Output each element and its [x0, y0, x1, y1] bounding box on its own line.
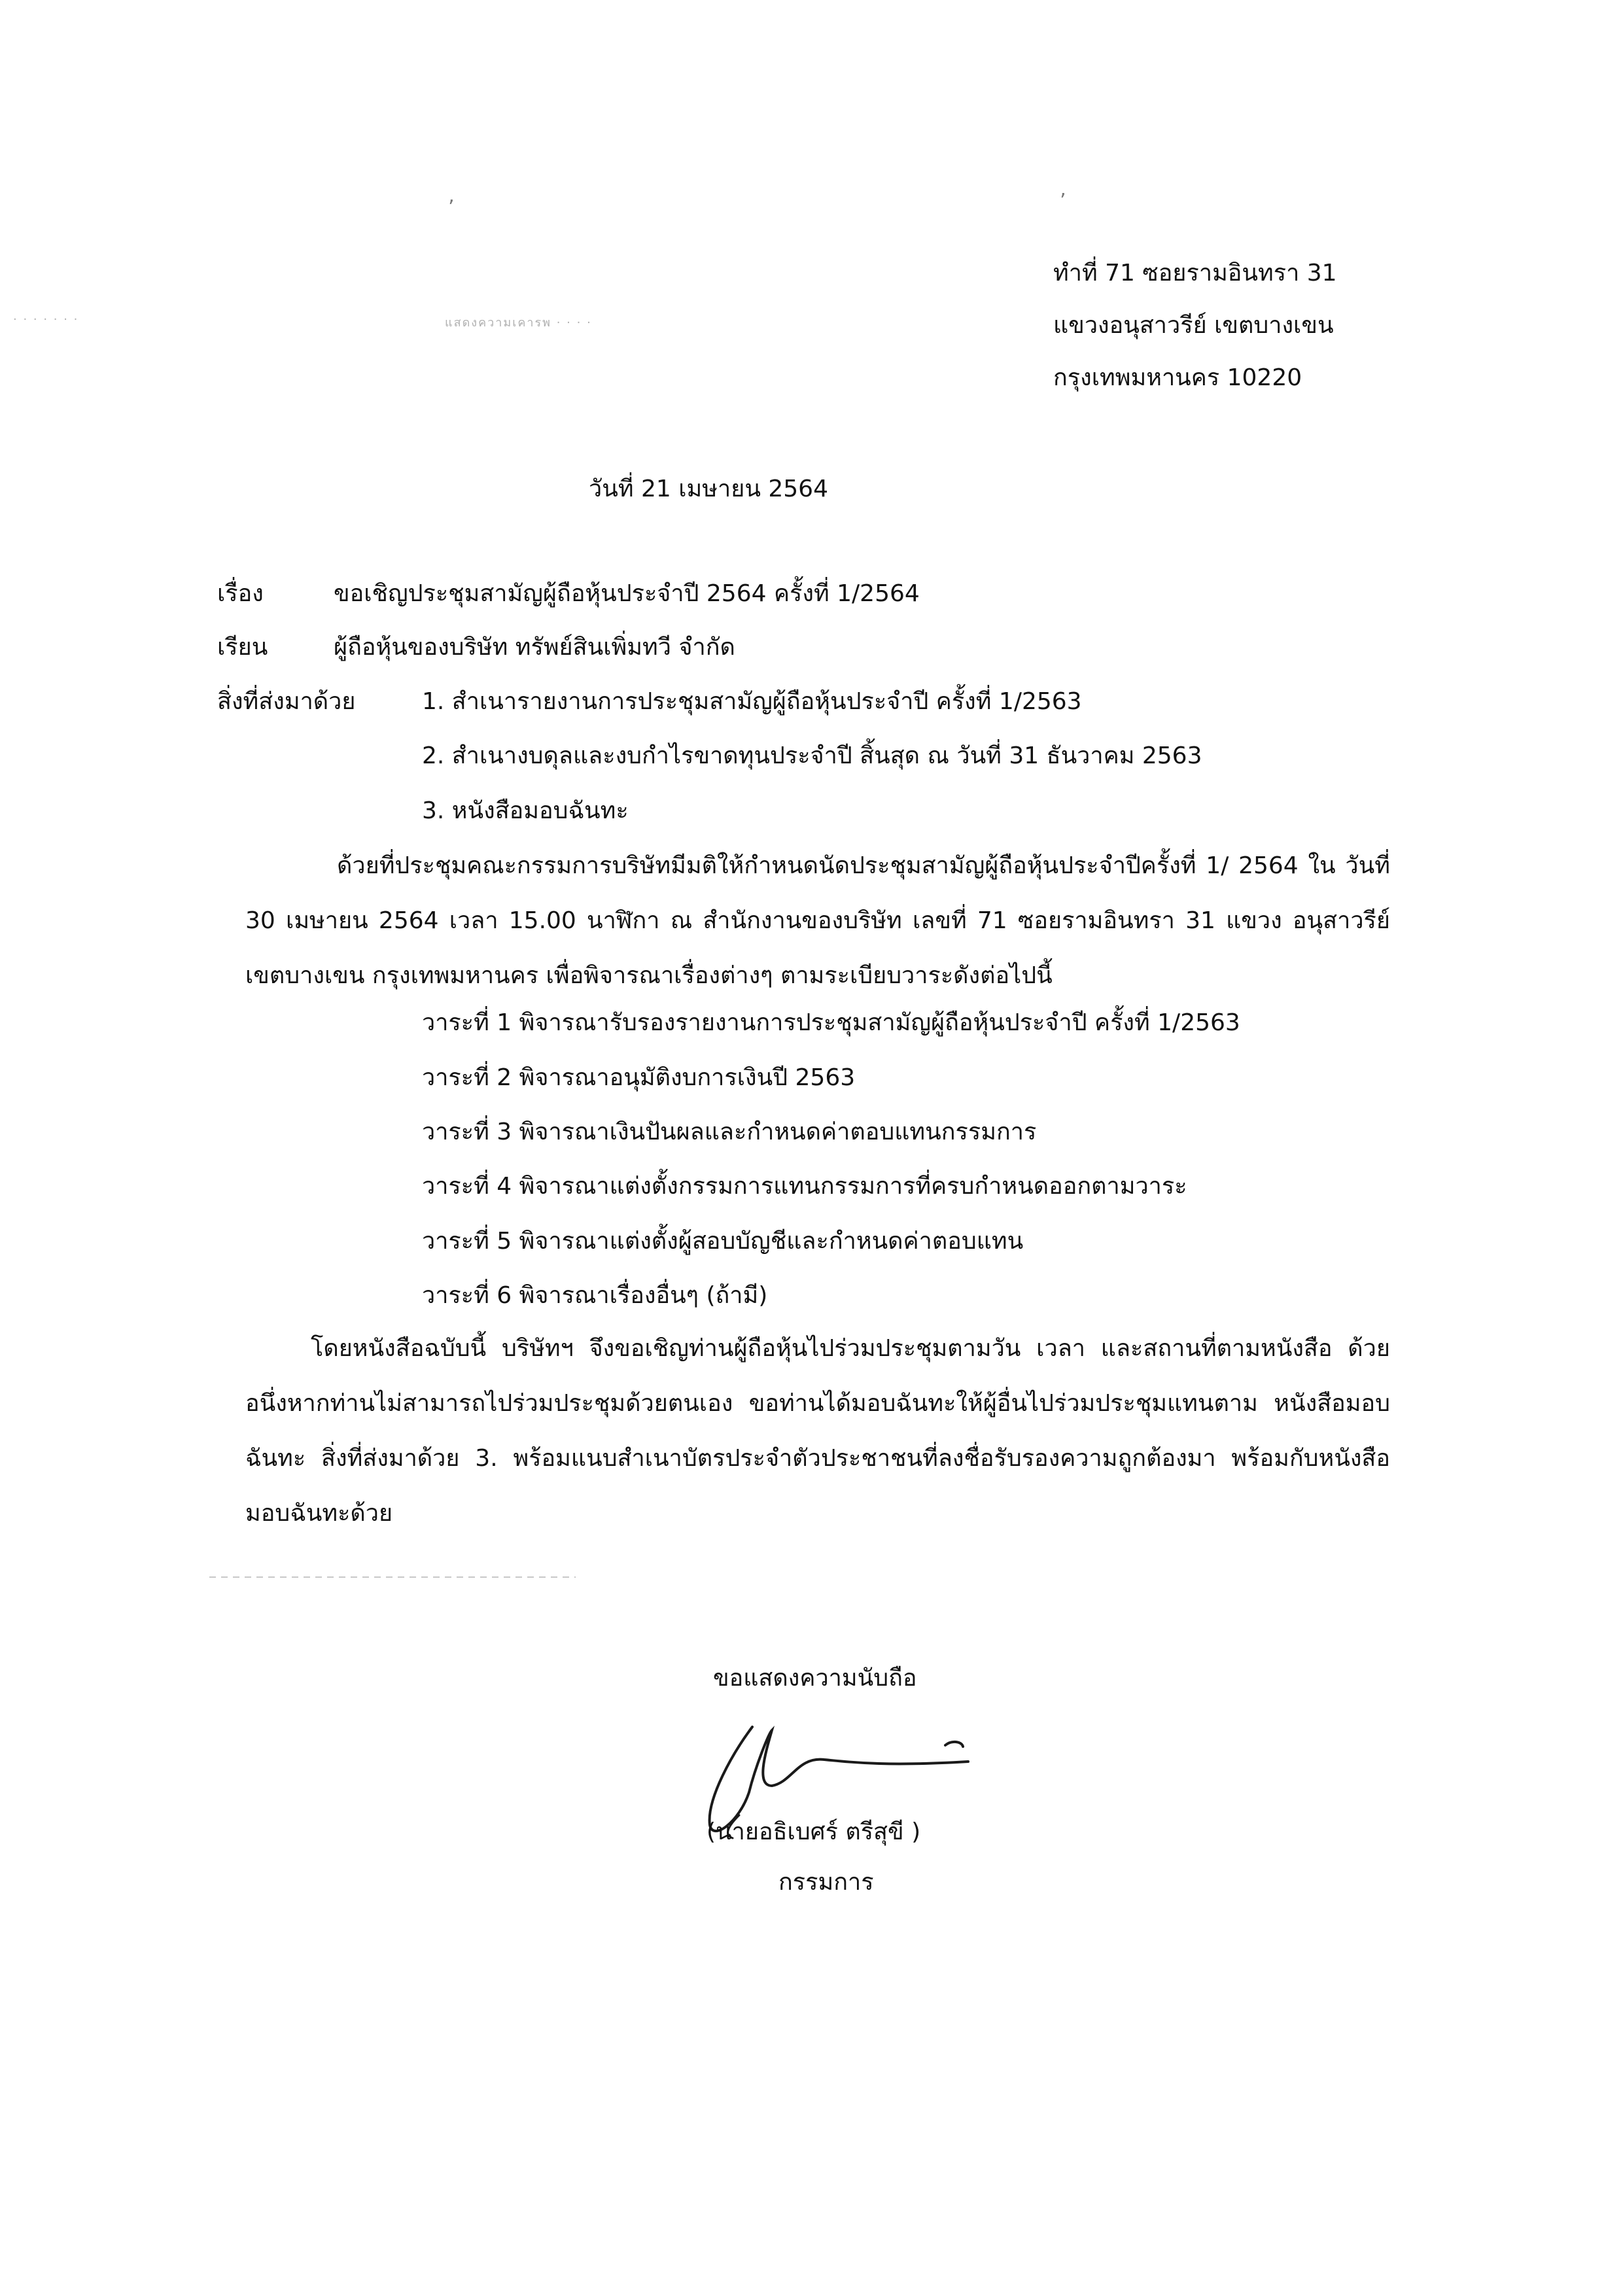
- enclosure-item: 3. หนังสือมอบฉันทะ: [422, 797, 629, 824]
- scan-mark: ʼ: [1060, 190, 1066, 213]
- recipient-text: ผู้ถือหุ้นของบริษัท ทรัพย์สินเพิ่มทวี จำกัด: [334, 634, 735, 661]
- body-paragraph-2: โดยหนังสือฉบับนี้ บริษัทฯ จึงขอเชิญท่านผู้ถือหุ้นไปร่วมประชุมตามวัน เวลา และสถานที่ตามหนังสือ ด้วย อนึ่งหากท่านไม่สามารถไปร่วมประชุมด้วยตนเอง ขอท่านได้มอบฉันทะให้ผู้อื่นไปร่วมประชุมแทนตาม หนังสือมอบฉันทะ สิ่งที่ส่งมาด้วย 3. พร้อมแนบสำเนาบัตรประจำตัวประชาชนที่ลงชื่อรับรองความถูกต้องมา พร้อมกับหนังสือมอบฉันทะด้วย: [245, 1335, 1390, 1527]
- scan-mark: ʼ: [448, 196, 455, 219]
- enclosures-label: สิ่งที่ส่งมาด้วย: [217, 688, 356, 715]
- agenda-item: วาระที่ 2 พิจารณาอนุมัติงบการเงินปี 2563: [422, 1064, 856, 1091]
- letter-date: วันที่ 21 เมษายน 2564: [589, 476, 828, 502]
- enclosure-item: 1. สำเนารายงานการประชุมสามัญผู้ถือหุ้นประจำปี ครั้งที่ 1/2563: [422, 688, 1082, 715]
- body-paragraph-1: ด้วยที่ประชุมคณะกรรมการบริษัทมีมติให้กำหนดนัดประชุมสามัญผู้ถือหุ้นประจำปีครั้งที่ 1/ 2564 ใน วันที่ 30 เมษายน 2564 เวลา 15.00 นาฬิกา ณ สำนักงานของบริษัท เลขที่ 71 ซอยรามอินทรา 31 แขวง อนุสาวรีย์ เขตบางเขน กรุงเทพมหานคร เพื่อพิจารณาเรื่องต่างๆ ตามระเบียบวาระดังต่อไปนี้: [245, 852, 1390, 989]
- subject-text: ขอเชิญประชุมสามัญผู้ถือหุ้นประจำปี 2564 ครั้งที่ 1/2564: [334, 580, 920, 607]
- agenda-item: วาระที่ 3 พิจารณาเงินปันผลและกำหนดค่าตอบแทนกรรมการ: [422, 1119, 1037, 1145]
- address-line-2: แขวงอนุสาวรีย์ เขตบางเขน: [1053, 312, 1334, 339]
- signer-title: กรรมการ: [778, 1869, 874, 1896]
- enclosure-item: 2. สำเนางบดุลและงบกำไรขาดทุนประจำปี สิ้นสุด ณ วันที่ 31 ธันวาคม 2563: [422, 742, 1202, 769]
- faint-header-middle: แสดงความเคารพ · · · ·: [445, 316, 592, 330]
- address-line-3: กรุงเทพมหานคร 10220: [1053, 364, 1302, 391]
- address-line-1: ทำที่ 71 ซอยรามอินทรา 31: [1053, 260, 1337, 287]
- closing-phrase: ขอแสดงความนับถือ: [713, 1665, 917, 1692]
- agenda-item: วาระที่ 1 พิจารณารับรองรายงานการประชุมสามัญผู้ถือหุ้นประจำปี ครั้งที่ 1/2563: [422, 1009, 1240, 1036]
- faint-divider: [209, 1576, 576, 1578]
- subject-label: เรื่อง: [217, 580, 264, 607]
- faint-header-left: · · · · · · ·: [13, 313, 79, 326]
- agenda-item: วาระที่ 5 พิจารณาแต่งตั้งผู้สอบบัญชีและกำหนดค่าตอบแทน: [422, 1228, 1024, 1255]
- signer-name: (นายอธิเบศร์ ตรีสุขี ): [707, 1818, 921, 1845]
- agenda-item: วาระที่ 6 พิจารณาเรื่องอื่นๆ (ถ้ามี): [422, 1282, 768, 1309]
- agenda-item: วาระที่ 4 พิจารณาแต่งตั้งกรรมการแทนกรรมการที่ครบกำหนดออกตามวาระ: [422, 1173, 1187, 1200]
- recipient-label: เรียน: [217, 634, 268, 661]
